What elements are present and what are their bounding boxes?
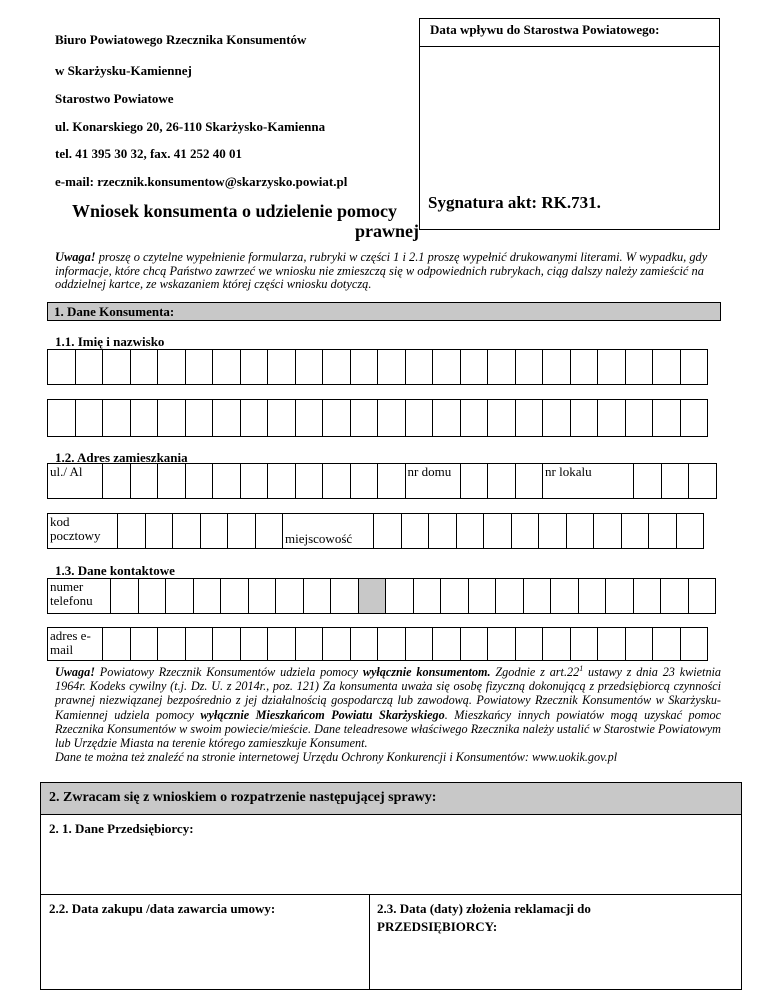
- letter-cell[interactable]: [652, 627, 681, 661]
- letter-cell[interactable]: [295, 463, 324, 499]
- section2-column-divider: [369, 894, 370, 989]
- letter-cell[interactable]: [102, 349, 131, 385]
- letter-cell[interactable]: [212, 349, 241, 385]
- letter-cell[interactable]: [303, 578, 332, 614]
- letter-cell[interactable]: [212, 627, 241, 661]
- letter-cell[interactable]: [373, 513, 402, 549]
- letter-cell[interactable]: [165, 578, 194, 614]
- letter-cell[interactable]: [578, 578, 607, 614]
- letter-cell[interactable]: [680, 627, 709, 661]
- letter-cell[interactable]: [401, 513, 430, 549]
- letter-cell[interactable]: [130, 399, 159, 437]
- office-email: e-mail: rzecznik.konsumentow@skarzysko.powiat.pl: [55, 174, 348, 189]
- letter-cell[interactable]: [597, 627, 626, 661]
- letter-cell[interactable]: [432, 349, 461, 385]
- letter-cell[interactable]: [157, 627, 186, 661]
- letter-cell[interactable]: [460, 463, 489, 499]
- notice2-warning-word: Uwaga!: [55, 665, 95, 680]
- letter-cell[interactable]: [688, 578, 717, 614]
- letter-cell[interactable]: [511, 513, 540, 549]
- letter-cell[interactable]: [688, 463, 717, 499]
- letter-cell[interactable]: [550, 578, 579, 614]
- letter-cell[interactable]: [130, 463, 159, 499]
- letter-cell[interactable]: [322, 463, 351, 499]
- letter-cell[interactable]: [130, 627, 159, 661]
- letter-cell[interactable]: [515, 349, 544, 385]
- letter-cell[interactable]: [625, 399, 654, 437]
- letter-cell[interactable]: [570, 399, 599, 437]
- letter-cell[interactable]: [542, 627, 571, 661]
- letter-cell[interactable]: [330, 578, 359, 614]
- letter-cell[interactable]: [350, 349, 379, 385]
- letter-cell[interactable]: [295, 627, 324, 661]
- letter-cell[interactable]: [570, 349, 599, 385]
- letter-cell[interactable]: [200, 513, 229, 549]
- email-grid-row[interactable]: [47, 627, 707, 661]
- letter-cell[interactable]: [633, 578, 662, 614]
- letter-cell[interactable]: [255, 513, 284, 549]
- letter-cell[interactable]: [267, 463, 296, 499]
- letter-cell[interactable]: [440, 578, 469, 614]
- letter-cell[interactable]: [212, 463, 241, 499]
- form-title-line1: Wniosek konsumenta o udzielenie pomocy: [72, 201, 398, 221]
- letter-cell[interactable]: [432, 627, 461, 661]
- letter-cell[interactable]: [295, 349, 324, 385]
- letter-cell[interactable]: [130, 349, 159, 385]
- flat-number-label: nr lokalu: [542, 463, 634, 499]
- letter-cell[interactable]: [405, 349, 434, 385]
- address-grid-row[interactable]: [47, 463, 716, 499]
- notice2-consumers-only: wyłącznie konsumentom.: [362, 665, 491, 680]
- letter-cell[interactable]: [267, 627, 296, 661]
- letter-cell[interactable]: [102, 463, 131, 499]
- street-label: ul./ Al: [47, 463, 103, 499]
- phone-label: numer telefonu: [47, 578, 111, 614]
- letter-cell[interactable]: [350, 627, 379, 661]
- letter-cell[interactable]: [47, 399, 76, 437]
- consumer-notice: [55, 662, 721, 764]
- name-grid-row2[interactable]: [47, 399, 707, 437]
- letter-cell[interactable]: [295, 399, 324, 437]
- letter-cell[interactable]: [350, 463, 379, 499]
- letter-cell[interactable]: [248, 578, 277, 614]
- postal-grid-row[interactable]: [47, 513, 703, 549]
- letter-cell[interactable]: [495, 578, 524, 614]
- letter-cell[interactable]: [460, 627, 489, 661]
- letter-cell[interactable]: [487, 399, 516, 437]
- notice2-text-a: Powiatowy Rzecznik Konsumentów udziela pomocy: [94, 665, 363, 680]
- section2-divider: [41, 894, 741, 895]
- letter-cell[interactable]: [468, 578, 497, 614]
- letter-cell[interactable]: [75, 399, 104, 437]
- fill-instructions: [55, 251, 721, 292]
- letter-cell[interactable]: [487, 627, 516, 661]
- letter-cell[interactable]: [172, 513, 201, 549]
- letter-cell[interactable]: [432, 399, 461, 437]
- letter-cell[interactable]: [110, 578, 139, 614]
- letter-cell[interactable]: [185, 349, 214, 385]
- letter-cell[interactable]: [680, 399, 709, 437]
- uokik-reference: Dane te można też znaleźć na stronie internetowej Urzędu Ochrony Konkurencji i Konsumentów: www.uokik.gov.pl: [55, 750, 618, 765]
- letter-cell[interactable]: [676, 513, 705, 549]
- letter-cell[interactable]: [185, 399, 214, 437]
- letter-cell[interactable]: [240, 399, 269, 437]
- letter-cell[interactable]: [542, 399, 571, 437]
- phone-grid-row[interactable]: [47, 578, 715, 614]
- letter-cell[interactable]: [428, 513, 457, 549]
- notice2-text-c: ustawy z dnia 23 kwietnia 1964r. Kodeks cywilny (t.j. Dz. U. z 2014r., poz. 121) Za konsumenta uważa się osobę fizyczną dokonującą z przedsiębiorcą czynności prawnej niezwiązanej bezpośrednio z jej działalnością gospodarczą lub zawodową. Powiatowy Rzecznik Konsumentów w Skarżysku-Kamiennej udziela pomocy: [55, 665, 722, 722]
- letter-cell[interactable]: [487, 349, 516, 385]
- letter-cell[interactable]: [275, 578, 304, 614]
- letter-cell[interactable]: [75, 349, 104, 385]
- section2-header: 2. Zwracam się z wnioskiem o rozpatrzenie następującej sprawy:: [41, 783, 741, 815]
- letter-cell[interactable]: [322, 349, 351, 385]
- complaint-date-label-2: PRZEDSIĘBIORCY:: [377, 919, 498, 934]
- letter-cell[interactable]: [322, 399, 351, 437]
- letter-cell[interactable]: [377, 399, 406, 437]
- notice2-text-b: Zgodnie z art.22: [490, 665, 580, 680]
- section2-box: [40, 782, 742, 990]
- office-institution: Starostwo Powiatowe: [55, 91, 174, 106]
- form-title-line2: prawnej: [355, 221, 419, 241]
- receipt-date-label: Data wpływu do Starostwa Powiatowego:: [420, 19, 719, 47]
- letter-cell[interactable]: [538, 513, 567, 549]
- letter-cell[interactable]: [138, 578, 167, 614]
- name-grid-row1[interactable]: [47, 349, 707, 385]
- letter-cell[interactable]: [621, 513, 650, 549]
- letter-cell[interactable]: [460, 399, 489, 437]
- email-label: adres e-mail: [47, 627, 103, 661]
- receipt-stamp-box[interactable]: [419, 18, 720, 230]
- purchase-date-label: 2.2. Data zakupu /data zawarcia umowy:: [49, 901, 276, 916]
- postal-code-label: kod pocztowy: [47, 513, 118, 549]
- letter-cell[interactable]: [220, 578, 249, 614]
- letter-cell[interactable]: [460, 349, 489, 385]
- letter-cell[interactable]: [570, 627, 599, 661]
- letter-cell[interactable]: [267, 349, 296, 385]
- letter-cell[interactable]: [193, 578, 222, 614]
- letter-cell[interactable]: [605, 578, 634, 614]
- letter-cell[interactable]: [385, 578, 414, 614]
- contact-label: 1.3. Dane kontaktowe: [55, 563, 175, 578]
- section1-header: 1. Dane Konsumenta:: [47, 302, 721, 321]
- house-number-label: nr domu: [405, 463, 461, 499]
- letter-cell[interactable]: [456, 513, 485, 549]
- letter-cell[interactable]: [661, 463, 690, 499]
- notice2-sup: 1: [579, 664, 584, 673]
- letter-cell[interactable]: [267, 399, 296, 437]
- complaint-date-label-1: 2.3. Data (daty) złożenia reklamacji do: [377, 901, 591, 916]
- letter-cell[interactable]: [523, 578, 552, 614]
- letter-cell[interactable]: [240, 627, 269, 661]
- letter-cell[interactable]: [102, 399, 131, 437]
- letter-cell[interactable]: [487, 463, 516, 499]
- letter-cell[interactable]: [157, 399, 186, 437]
- letter-cell[interactable]: [515, 463, 544, 499]
- notice2-residents-only: wyłącznie Mieszkańcom Powiatu Skarżyskiego: [200, 707, 445, 722]
- letter-cell[interactable]: [652, 349, 681, 385]
- office-street: ul. Konarskiego 20, 26-110 Skarżysko-Kamienna: [55, 119, 326, 134]
- office-city: w Skarżysku-Kamiennej: [55, 63, 192, 78]
- office-name: Biuro Powiatowego Rzecznika Konsumentów: [55, 32, 307, 47]
- address-label: 1.2. Adres zamieszkania: [55, 450, 188, 465]
- letter-cell[interactable]: [240, 463, 269, 499]
- case-signature: Sygnatura akt: RK.731.: [428, 193, 601, 212]
- letter-cell[interactable]: [625, 627, 654, 661]
- letter-cell[interactable]: [633, 463, 662, 499]
- notice2-text-d: . Mieszkańcy innych powiatów mogą uzyskać pomoc Rzecznika Konsumentów w swoim powiecie/mieście. Dane teleadresowe właściwego Rzecznika należy ustalić w Starostwie Powiatowym lub Urzędzie Miasta na terenie którego zamieszkuje Konsument.: [55, 707, 721, 751]
- letter-cell[interactable]: [625, 349, 654, 385]
- letter-cell[interactable]: [102, 627, 131, 661]
- letter-cell[interactable]: [652, 399, 681, 437]
- business-data-label: 2. 1. Dane Przedsiębiorcy:: [49, 821, 194, 836]
- letter-cell[interactable]: [157, 463, 186, 499]
- letter-cell[interactable]: [377, 349, 406, 385]
- letter-cell[interactable]: [350, 399, 379, 437]
- letter-cell[interactable]: [515, 627, 544, 661]
- letter-cell[interactable]: [566, 513, 595, 549]
- letter-cell[interactable]: [597, 399, 626, 437]
- letter-cell[interactable]: [413, 578, 442, 614]
- letter-cell[interactable]: [542, 349, 571, 385]
- name-label: 1.1. Imię i nazwisko: [55, 334, 165, 349]
- letter-cell[interactable]: [515, 399, 544, 437]
- letter-cell[interactable]: [377, 463, 406, 499]
- phone-separator: [358, 578, 387, 614]
- city-label: miejscowość: [282, 513, 374, 549]
- letter-cell[interactable]: [483, 513, 512, 549]
- letter-cell[interactable]: [597, 349, 626, 385]
- office-phone: tel. 41 395 30 32, fax. 41 252 40 01: [55, 146, 243, 161]
- letter-cell[interactable]: [47, 349, 76, 385]
- notice-warning-word: Uwaga!: [55, 250, 96, 264]
- letter-cell[interactable]: [185, 463, 214, 499]
- letter-cell[interactable]: [240, 349, 269, 385]
- letter-cell[interactable]: [405, 627, 434, 661]
- letter-cell[interactable]: [212, 399, 241, 437]
- letter-cell[interactable]: [377, 627, 406, 661]
- letter-cell[interactable]: [648, 513, 677, 549]
- letter-cell[interactable]: [157, 349, 186, 385]
- letter-cell[interactable]: [117, 513, 146, 549]
- letter-cell[interactable]: [227, 513, 256, 549]
- letter-cell[interactable]: [322, 627, 351, 661]
- letter-cell[interactable]: [680, 349, 709, 385]
- letter-cell[interactable]: [405, 399, 434, 437]
- notice-text: proszę o czytelne wypełnienie formularza, rubryki w części 1 i 2.1 proszę wypełnić drukowanymi literami. W wypadku, gdy informacje, które chcą Państwo zawrzeć we wniosku nie zmieszczą się w odpowiednich rubrykach, ciąg dalszy należy zamieścić na oddzielnej kartce, ze wskazaniem której części wniosku dotyczą.: [55, 250, 708, 292]
- letter-cell[interactable]: [185, 627, 214, 661]
- letter-cell[interactable]: [593, 513, 622, 549]
- letter-cell[interactable]: [145, 513, 174, 549]
- letter-cell[interactable]: [660, 578, 689, 614]
